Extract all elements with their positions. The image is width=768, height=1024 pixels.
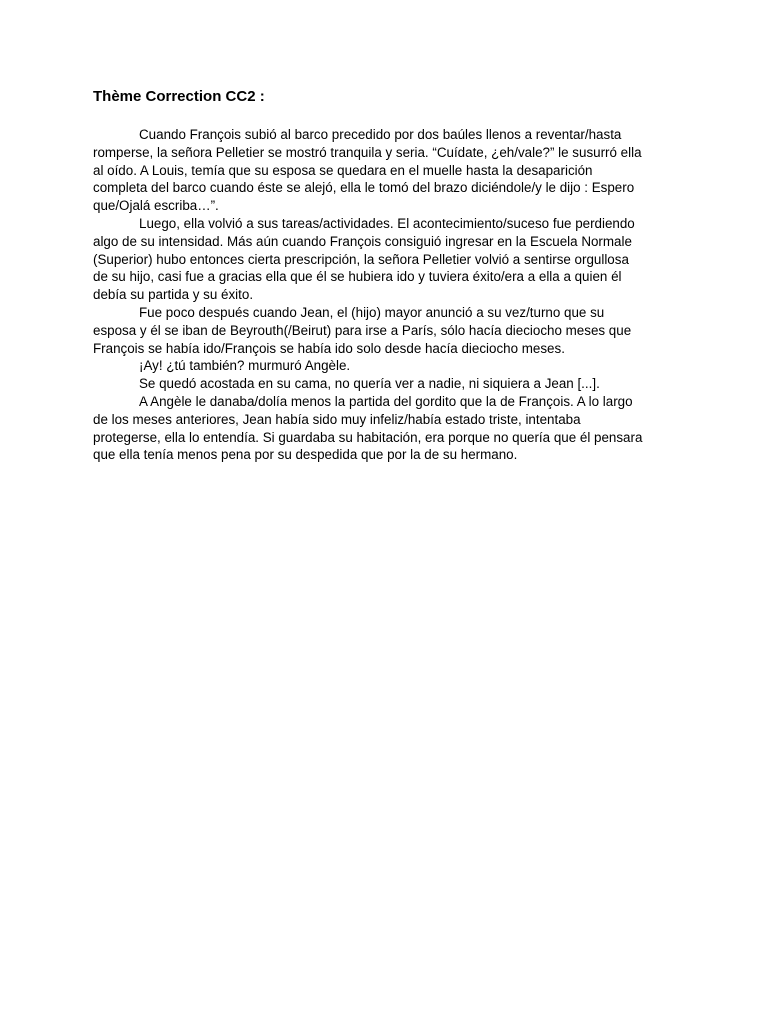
text-line: que/Ojalá escriba…”. — [93, 198, 219, 214]
text-line: (Superior) hubo entonces cierta prescripción, la señora Pelletier volvió a sentirse orgullosa — [93, 251, 629, 267]
text-line: protegerse, ella lo entendía. Si guardaba su habitación, era porque no quería que él pensara — [93, 429, 643, 445]
text-line: de su hijo, casi fue a gracias ella que él se hubiera ido y tuviera éxito/era a ella a quien él — [93, 269, 622, 285]
text-line: Cuando François subió al barco precedido por dos baúles llenos a reventar/hasta — [139, 127, 622, 142]
text-line: ¡Ay! ¿tú también? murmuró Angèle. — [139, 358, 351, 374]
text-line: completa del barco cuando éste se alejó, ella le tomó del brazo diciéndole/y le dijo : Espero — [93, 180, 635, 196]
text-line: esposa y él se iban de Beyrouth(/Beirut) para irse a París, sólo hacía dieciocho meses que — [93, 322, 632, 338]
text-line: de los meses anteriores, Jean había sido muy infeliz/había estado triste, intentaba — [93, 411, 581, 427]
text-line: A Angèle le danaba/dolía menos la partida del gordito que la de François. A lo largo — [139, 393, 633, 409]
text-line: François se había ido/François se había ido solo desde hacía dieciocho meses. — [93, 340, 565, 356]
text-line: Se quedó acostada en su cama, no quería ver a nadie, ni siquiera a Jean [...]. — [139, 376, 600, 392]
text-line: Luego, ella volvió a sus tareas/actividades. El acontecimiento/suceso fue perdiendo — [139, 215, 635, 231]
text-line: al oído. A Louis, temía que su esposa se quedara en el muelle hasta la desaparición — [93, 162, 593, 178]
text-line: algo de su intensidad. Más aún cuando François consiguió ingresar en la Escuela Normale — [93, 233, 632, 249]
document-title: Thème Correction CC2 : — [93, 88, 265, 105]
text-line: debía su partida y su éxito. — [93, 287, 254, 303]
text-line: Fue poco después cuando Jean, el (hijo) mayor anunció a su vez/turno que su — [139, 304, 605, 320]
text-line: que ella tenía menos pena por su despedida que por la de su hermano. — [93, 447, 518, 463]
document-body — [93, 126, 689, 464]
text-line: romperse, la señora Pelletier se mostró tranquila y seria. “Cuídate, ¿eh/vale?” le susurró ella — [93, 144, 642, 160]
